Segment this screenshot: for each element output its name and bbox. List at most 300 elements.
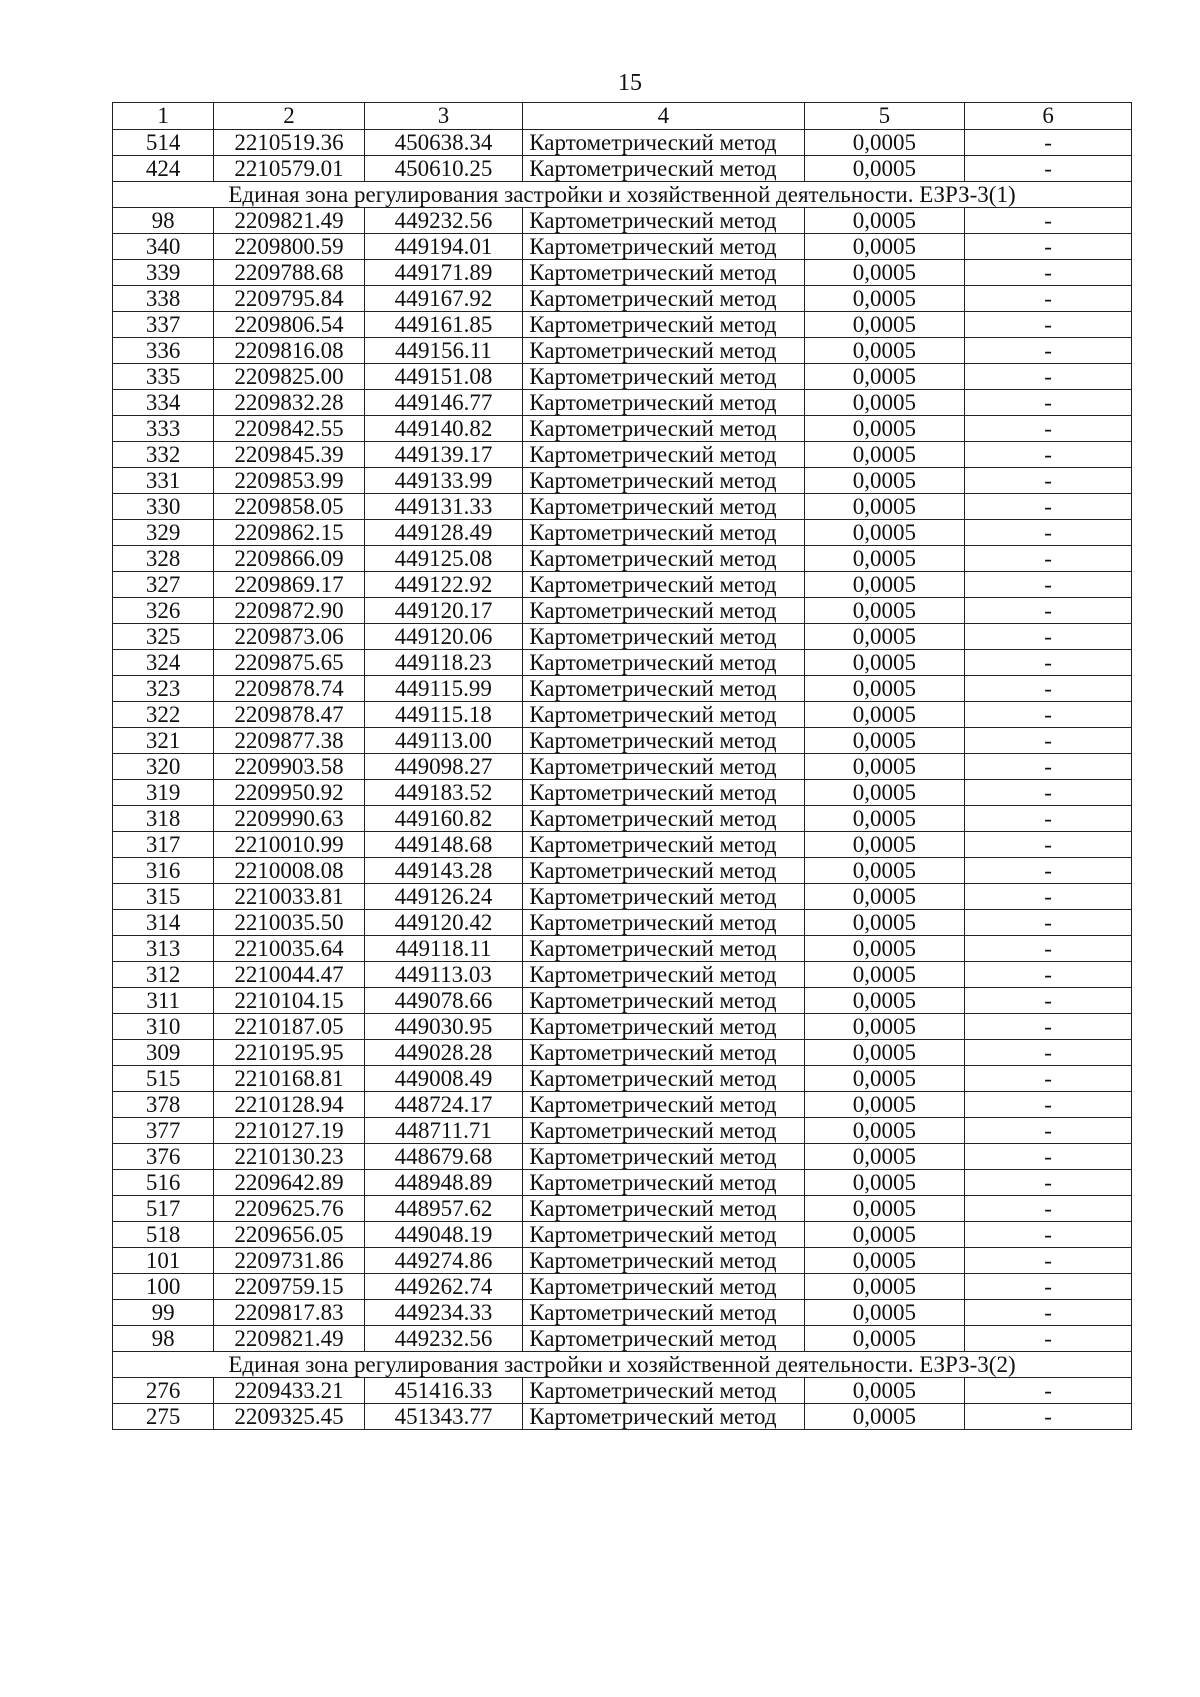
method-cell: Картометрический метод — [523, 546, 804, 572]
note-cell: - — [965, 728, 1132, 754]
method-cell: Картометрический метод — [523, 1404, 804, 1430]
y-coordinate-cell: 449126.24 — [364, 884, 523, 910]
y-coordinate-cell: 449232.56 — [364, 208, 523, 234]
note-cell: - — [965, 1092, 1132, 1118]
point-number-cell: 98 — [113, 208, 214, 234]
note-cell: - — [965, 910, 1132, 936]
zone-title-row — [113, 1352, 1132, 1378]
table-row — [113, 754, 1132, 780]
accuracy-cell: 0,0005 — [804, 364, 965, 390]
point-number-cell: 101 — [113, 1248, 214, 1274]
table-row — [113, 728, 1132, 754]
method-cell: Картометрический метод — [523, 1196, 804, 1222]
accuracy-cell: 0,0005 — [804, 130, 965, 156]
point-number-cell: 330 — [113, 494, 214, 520]
accuracy-cell: 0,0005 — [804, 1404, 965, 1430]
note-cell: - — [965, 598, 1132, 624]
x-coordinate-cell: 2209875.65 — [214, 650, 364, 676]
header-row — [113, 103, 1132, 130]
y-coordinate-cell: 449161.85 — [364, 312, 523, 338]
x-coordinate-cell: 2210195.95 — [214, 1040, 364, 1066]
x-coordinate-cell: 2210127.19 — [214, 1118, 364, 1144]
note-cell: - — [965, 884, 1132, 910]
table-row — [113, 1196, 1132, 1222]
x-coordinate-cell: 2209877.38 — [214, 728, 364, 754]
accuracy-cell: 0,0005 — [804, 962, 965, 988]
accuracy-cell: 0,0005 — [804, 442, 965, 468]
x-coordinate-cell: 2209832.28 — [214, 390, 364, 416]
x-coordinate-cell: 2209731.86 — [214, 1248, 364, 1274]
table-row — [113, 390, 1132, 416]
method-cell: Картометрический метод — [523, 1170, 804, 1196]
accuracy-cell: 0,0005 — [804, 572, 965, 598]
point-number-cell: 319 — [113, 780, 214, 806]
column-header: 1 — [113, 103, 214, 130]
accuracy-cell: 0,0005 — [804, 1196, 965, 1222]
x-coordinate-cell: 2209806.54 — [214, 312, 364, 338]
point-number-cell: 313 — [113, 936, 214, 962]
note-cell: - — [965, 520, 1132, 546]
note-cell: - — [965, 676, 1132, 702]
x-coordinate-cell: 2209821.49 — [214, 1326, 364, 1352]
y-coordinate-cell: 449160.82 — [364, 806, 523, 832]
note-cell: - — [965, 1040, 1132, 1066]
x-coordinate-cell: 2209872.90 — [214, 598, 364, 624]
page-number: 15 — [618, 70, 642, 96]
method-cell: Картометрический метод — [523, 1274, 804, 1300]
y-coordinate-cell: 449143.28 — [364, 858, 523, 884]
method-cell: Картометрический метод — [523, 858, 804, 884]
method-cell: Картометрический метод — [523, 676, 804, 702]
y-coordinate-cell: 449008.49 — [364, 1066, 523, 1092]
x-coordinate-cell: 2209325.45 — [214, 1404, 364, 1430]
y-coordinate-cell: 449262.74 — [364, 1274, 523, 1300]
note-cell: - — [965, 1274, 1132, 1300]
note-cell: - — [965, 1248, 1132, 1274]
point-number-cell: 333 — [113, 416, 214, 442]
method-cell: Картометрический метод — [523, 1014, 804, 1040]
accuracy-cell: 0,0005 — [804, 416, 965, 442]
table-row — [113, 260, 1132, 286]
table-row — [113, 1144, 1132, 1170]
accuracy-cell: 0,0005 — [804, 650, 965, 676]
table-row — [113, 546, 1132, 572]
x-coordinate-cell: 2209625.76 — [214, 1196, 364, 1222]
accuracy-cell: 0,0005 — [804, 1066, 965, 1092]
method-cell: Картометрический метод — [523, 1092, 804, 1118]
note-cell: - — [965, 416, 1132, 442]
point-number-cell: 318 — [113, 806, 214, 832]
method-cell: Картометрический метод — [523, 624, 804, 650]
accuracy-cell: 0,0005 — [804, 832, 965, 858]
point-number-cell: 100 — [113, 1274, 214, 1300]
column-header: 2 — [214, 103, 364, 130]
table-row — [113, 520, 1132, 546]
accuracy-cell: 0,0005 — [804, 728, 965, 754]
method-cell: Картометрический метод — [523, 130, 804, 156]
method-cell: Картометрический метод — [523, 1300, 804, 1326]
zone-title: Единая зона регулирования застройки и хозяйственной деятельности. ЕЗРЗ-3(2) — [113, 1352, 1132, 1378]
method-cell: Картометрический метод — [523, 338, 804, 364]
method-cell: Картометрический метод — [523, 1378, 804, 1404]
table-row — [113, 1326, 1132, 1352]
point-number-cell: 378 — [113, 1092, 214, 1118]
method-cell: Картометрический метод — [523, 572, 804, 598]
column-header: 4 — [523, 103, 804, 130]
accuracy-cell: 0,0005 — [804, 754, 965, 780]
point-number-cell: 335 — [113, 364, 214, 390]
table-row — [113, 598, 1132, 624]
x-coordinate-cell: 2209862.15 — [214, 520, 364, 546]
point-number-cell: 323 — [113, 676, 214, 702]
y-coordinate-cell: 449131.33 — [364, 494, 523, 520]
note-cell: - — [965, 572, 1132, 598]
y-coordinate-cell: 448948.89 — [364, 1170, 523, 1196]
note-cell: - — [965, 312, 1132, 338]
note-cell: - — [965, 754, 1132, 780]
table-row — [113, 832, 1132, 858]
point-number-cell: 309 — [113, 1040, 214, 1066]
x-coordinate-cell: 2210010.99 — [214, 832, 364, 858]
note-cell: - — [965, 962, 1132, 988]
table-row — [113, 442, 1132, 468]
note-cell: - — [965, 338, 1132, 364]
column-header: 6 — [965, 103, 1132, 130]
y-coordinate-cell: 449156.11 — [364, 338, 523, 364]
table-row — [113, 468, 1132, 494]
zone-title: Единая зона регулирования застройки и хозяйственной деятельности. ЕЗРЗ-3(1) — [113, 182, 1132, 208]
note-cell: - — [965, 832, 1132, 858]
accuracy-cell: 0,0005 — [804, 806, 965, 832]
x-coordinate-cell: 2210104.15 — [214, 988, 364, 1014]
method-cell: Картометрический метод — [523, 780, 804, 806]
accuracy-cell: 0,0005 — [804, 390, 965, 416]
method-cell: Картометрический метод — [523, 1144, 804, 1170]
accuracy-cell: 0,0005 — [804, 858, 965, 884]
point-number-cell: 310 — [113, 1014, 214, 1040]
y-coordinate-cell: 449048.19 — [364, 1222, 523, 1248]
accuracy-cell: 0,0005 — [804, 1248, 965, 1274]
method-cell: Картометрический метод — [523, 806, 804, 832]
note-cell: - — [965, 780, 1132, 806]
method-cell: Картометрический метод — [523, 598, 804, 624]
y-coordinate-cell: 450638.34 — [364, 130, 523, 156]
x-coordinate-cell: 2209800.59 — [214, 234, 364, 260]
y-coordinate-cell: 449151.08 — [364, 364, 523, 390]
x-coordinate-cell: 2209903.58 — [214, 754, 364, 780]
method-cell: Картометрический метод — [523, 364, 804, 390]
note-cell: - — [965, 1222, 1132, 1248]
note-cell: - — [965, 1404, 1132, 1430]
note-cell: - — [965, 1300, 1132, 1326]
point-number-cell: 340 — [113, 234, 214, 260]
table-row — [113, 1404, 1132, 1430]
x-coordinate-cell: 2210130.23 — [214, 1144, 364, 1170]
x-coordinate-cell: 2209759.15 — [214, 1274, 364, 1300]
note-cell: - — [965, 390, 1132, 416]
y-coordinate-cell: 449183.52 — [364, 780, 523, 806]
point-number-cell: 311 — [113, 988, 214, 1014]
point-number-cell: 327 — [113, 572, 214, 598]
y-coordinate-cell: 449113.00 — [364, 728, 523, 754]
point-number-cell: 328 — [113, 546, 214, 572]
x-coordinate-cell: 2209950.92 — [214, 780, 364, 806]
point-number-cell: 98 — [113, 1326, 214, 1352]
table-row — [113, 650, 1132, 676]
y-coordinate-cell: 449030.95 — [364, 1014, 523, 1040]
table-row — [113, 1118, 1132, 1144]
note-cell: - — [965, 286, 1132, 312]
y-coordinate-cell: 449194.01 — [364, 234, 523, 260]
note-cell: - — [965, 988, 1132, 1014]
x-coordinate-cell: 2209816.08 — [214, 338, 364, 364]
table-row — [113, 1040, 1132, 1066]
accuracy-cell: 0,0005 — [804, 702, 965, 728]
note-cell: - — [965, 468, 1132, 494]
y-coordinate-cell: 449128.49 — [364, 520, 523, 546]
table-row — [113, 1274, 1132, 1300]
note-cell: - — [965, 650, 1132, 676]
y-coordinate-cell: 449078.66 — [364, 988, 523, 1014]
point-number-cell: 317 — [113, 832, 214, 858]
method-cell: Картометрический метод — [523, 416, 804, 442]
accuracy-cell: 0,0005 — [804, 1014, 965, 1040]
y-coordinate-cell: 448724.17 — [364, 1092, 523, 1118]
y-coordinate-cell: 451343.77 — [364, 1404, 523, 1430]
point-number-cell: 276 — [113, 1378, 214, 1404]
y-coordinate-cell: 448679.68 — [364, 1144, 523, 1170]
table-row — [113, 676, 1132, 702]
table-row — [113, 1222, 1132, 1248]
note-cell: - — [965, 1066, 1132, 1092]
accuracy-cell: 0,0005 — [804, 1274, 965, 1300]
method-cell: Картометрический метод — [523, 702, 804, 728]
x-coordinate-cell: 2210033.81 — [214, 884, 364, 910]
accuracy-cell: 0,0005 — [804, 1092, 965, 1118]
y-coordinate-cell: 449113.03 — [364, 962, 523, 988]
point-number-cell: 515 — [113, 1066, 214, 1092]
y-coordinate-cell: 450610.25 — [364, 156, 523, 182]
x-coordinate-cell: 2209795.84 — [214, 286, 364, 312]
accuracy-cell: 0,0005 — [804, 624, 965, 650]
x-coordinate-cell: 2209845.39 — [214, 442, 364, 468]
x-coordinate-cell: 2209878.47 — [214, 702, 364, 728]
note-cell: - — [965, 1144, 1132, 1170]
point-number-cell: 315 — [113, 884, 214, 910]
note-cell: - — [965, 1326, 1132, 1352]
method-cell: Картометрический метод — [523, 884, 804, 910]
note-cell: - — [965, 936, 1132, 962]
accuracy-cell: 0,0005 — [804, 988, 965, 1014]
table-row — [113, 1300, 1132, 1326]
y-coordinate-cell: 449115.18 — [364, 702, 523, 728]
x-coordinate-cell: 2209990.63 — [214, 806, 364, 832]
accuracy-cell: 0,0005 — [804, 1300, 965, 1326]
y-coordinate-cell: 449139.17 — [364, 442, 523, 468]
table-body — [113, 130, 1132, 1430]
note-cell: - — [965, 1014, 1132, 1040]
y-coordinate-cell: 449120.42 — [364, 910, 523, 936]
x-coordinate-cell: 2210519.36 — [214, 130, 364, 156]
x-coordinate-cell: 2209642.89 — [214, 1170, 364, 1196]
point-number-cell: 338 — [113, 286, 214, 312]
table-row — [113, 936, 1132, 962]
point-number-cell: 377 — [113, 1118, 214, 1144]
table-row — [113, 130, 1132, 156]
accuracy-cell: 0,0005 — [804, 1118, 965, 1144]
accuracy-cell: 0,0005 — [804, 1326, 965, 1352]
point-number-cell: 516 — [113, 1170, 214, 1196]
y-coordinate-cell: 449115.99 — [364, 676, 523, 702]
y-coordinate-cell: 449234.33 — [364, 1300, 523, 1326]
x-coordinate-cell: 2209842.55 — [214, 416, 364, 442]
y-coordinate-cell: 449098.27 — [364, 754, 523, 780]
method-cell: Картометрический метод — [523, 1326, 804, 1352]
method-cell: Картометрический метод — [523, 962, 804, 988]
table-row — [113, 910, 1132, 936]
x-coordinate-cell: 2209825.00 — [214, 364, 364, 390]
x-coordinate-cell: 2209858.05 — [214, 494, 364, 520]
method-cell: Картометрический метод — [523, 520, 804, 546]
accuracy-cell: 0,0005 — [804, 468, 965, 494]
accuracy-cell: 0,0005 — [804, 884, 965, 910]
y-coordinate-cell: 449232.56 — [364, 1326, 523, 1352]
y-coordinate-cell: 449118.11 — [364, 936, 523, 962]
point-number-cell: 334 — [113, 390, 214, 416]
accuracy-cell: 0,0005 — [804, 546, 965, 572]
y-coordinate-cell: 449146.77 — [364, 390, 523, 416]
x-coordinate-cell: 2209873.06 — [214, 624, 364, 650]
x-coordinate-cell: 2209821.49 — [214, 208, 364, 234]
y-coordinate-cell: 448957.62 — [364, 1196, 523, 1222]
method-cell: Картометрический метод — [523, 1066, 804, 1092]
x-coordinate-cell: 2210008.08 — [214, 858, 364, 884]
x-coordinate-cell: 2209853.99 — [214, 468, 364, 494]
method-cell: Картометрический метод — [523, 910, 804, 936]
accuracy-cell: 0,0005 — [804, 1222, 965, 1248]
point-number-cell: 316 — [113, 858, 214, 884]
note-cell: - — [965, 1170, 1132, 1196]
note-cell: - — [965, 1118, 1132, 1144]
method-cell: Картометрический метод — [523, 234, 804, 260]
method-cell: Картометрический метод — [523, 286, 804, 312]
y-coordinate-cell: 449125.08 — [364, 546, 523, 572]
method-cell: Картометрический метод — [523, 1040, 804, 1066]
note-cell: - — [965, 494, 1132, 520]
table-row — [113, 1066, 1132, 1092]
accuracy-cell: 0,0005 — [804, 520, 965, 546]
note-cell: - — [965, 156, 1132, 182]
x-coordinate-cell: 2210128.94 — [214, 1092, 364, 1118]
y-coordinate-cell: 449171.89 — [364, 260, 523, 286]
accuracy-cell: 0,0005 — [804, 1170, 965, 1196]
point-number-cell: 339 — [113, 260, 214, 286]
table-row — [113, 364, 1132, 390]
point-number-cell: 326 — [113, 598, 214, 624]
note-cell: - — [965, 260, 1132, 286]
method-cell: Картометрический метод — [523, 1248, 804, 1274]
y-coordinate-cell: 448711.71 — [364, 1118, 523, 1144]
accuracy-cell: 0,0005 — [804, 780, 965, 806]
y-coordinate-cell: 449140.82 — [364, 416, 523, 442]
note-cell: - — [965, 702, 1132, 728]
x-coordinate-cell: 2209817.83 — [214, 1300, 364, 1326]
point-number-cell: 332 — [113, 442, 214, 468]
y-coordinate-cell: 451416.33 — [364, 1378, 523, 1404]
method-cell: Картометрический метод — [523, 1222, 804, 1248]
method-cell: Картометрический метод — [523, 156, 804, 182]
table-row — [113, 572, 1132, 598]
point-number-cell: 275 — [113, 1404, 214, 1430]
table-row — [113, 780, 1132, 806]
accuracy-cell: 0,0005 — [804, 208, 965, 234]
method-cell: Картометрический метод — [523, 832, 804, 858]
accuracy-cell: 0,0005 — [804, 156, 965, 182]
table-row — [113, 1378, 1132, 1404]
note-cell: - — [965, 1196, 1132, 1222]
accuracy-cell: 0,0005 — [804, 910, 965, 936]
table-row — [113, 858, 1132, 884]
x-coordinate-cell: 2210187.05 — [214, 1014, 364, 1040]
method-cell: Картометрический метод — [523, 988, 804, 1014]
point-number-cell: 324 — [113, 650, 214, 676]
column-header: 5 — [804, 103, 965, 130]
x-coordinate-cell: 2209878.74 — [214, 676, 364, 702]
y-coordinate-cell: 449133.99 — [364, 468, 523, 494]
y-coordinate-cell: 449148.68 — [364, 832, 523, 858]
table-row — [113, 208, 1132, 234]
x-coordinate-cell: 2210044.47 — [214, 962, 364, 988]
method-cell: Картометрический метод — [523, 390, 804, 416]
point-number-cell: 518 — [113, 1222, 214, 1248]
x-coordinate-cell: 2209433.21 — [214, 1378, 364, 1404]
note-cell: - — [965, 364, 1132, 390]
method-cell: Картометрический метод — [523, 468, 804, 494]
y-coordinate-cell: 449274.86 — [364, 1248, 523, 1274]
note-cell: - — [965, 442, 1132, 468]
table-row — [113, 312, 1132, 338]
accuracy-cell: 0,0005 — [804, 1144, 965, 1170]
x-coordinate-cell: 2209656.05 — [214, 1222, 364, 1248]
point-number-cell: 376 — [113, 1144, 214, 1170]
point-number-cell: 321 — [113, 728, 214, 754]
table-row — [113, 234, 1132, 260]
table-row — [113, 806, 1132, 832]
x-coordinate-cell: 2210035.64 — [214, 936, 364, 962]
method-cell: Картометрический метод — [523, 728, 804, 754]
method-cell: Картометрический метод — [523, 936, 804, 962]
y-coordinate-cell: 449120.06 — [364, 624, 523, 650]
table-row — [113, 1248, 1132, 1274]
method-cell: Картометрический метод — [523, 494, 804, 520]
table-row — [113, 1092, 1132, 1118]
method-cell: Картометрический метод — [523, 312, 804, 338]
y-coordinate-cell: 449122.92 — [364, 572, 523, 598]
table-row — [113, 156, 1132, 182]
table-row — [113, 338, 1132, 364]
table-row — [113, 884, 1132, 910]
table-row — [113, 962, 1132, 988]
table-row — [113, 1014, 1132, 1040]
point-number-cell: 337 — [113, 312, 214, 338]
accuracy-cell: 0,0005 — [804, 260, 965, 286]
accuracy-cell: 0,0005 — [804, 312, 965, 338]
note-cell: - — [965, 546, 1132, 572]
method-cell: Картометрический метод — [523, 442, 804, 468]
table-row — [113, 494, 1132, 520]
accuracy-cell: 0,0005 — [804, 936, 965, 962]
accuracy-cell: 0,0005 — [804, 234, 965, 260]
